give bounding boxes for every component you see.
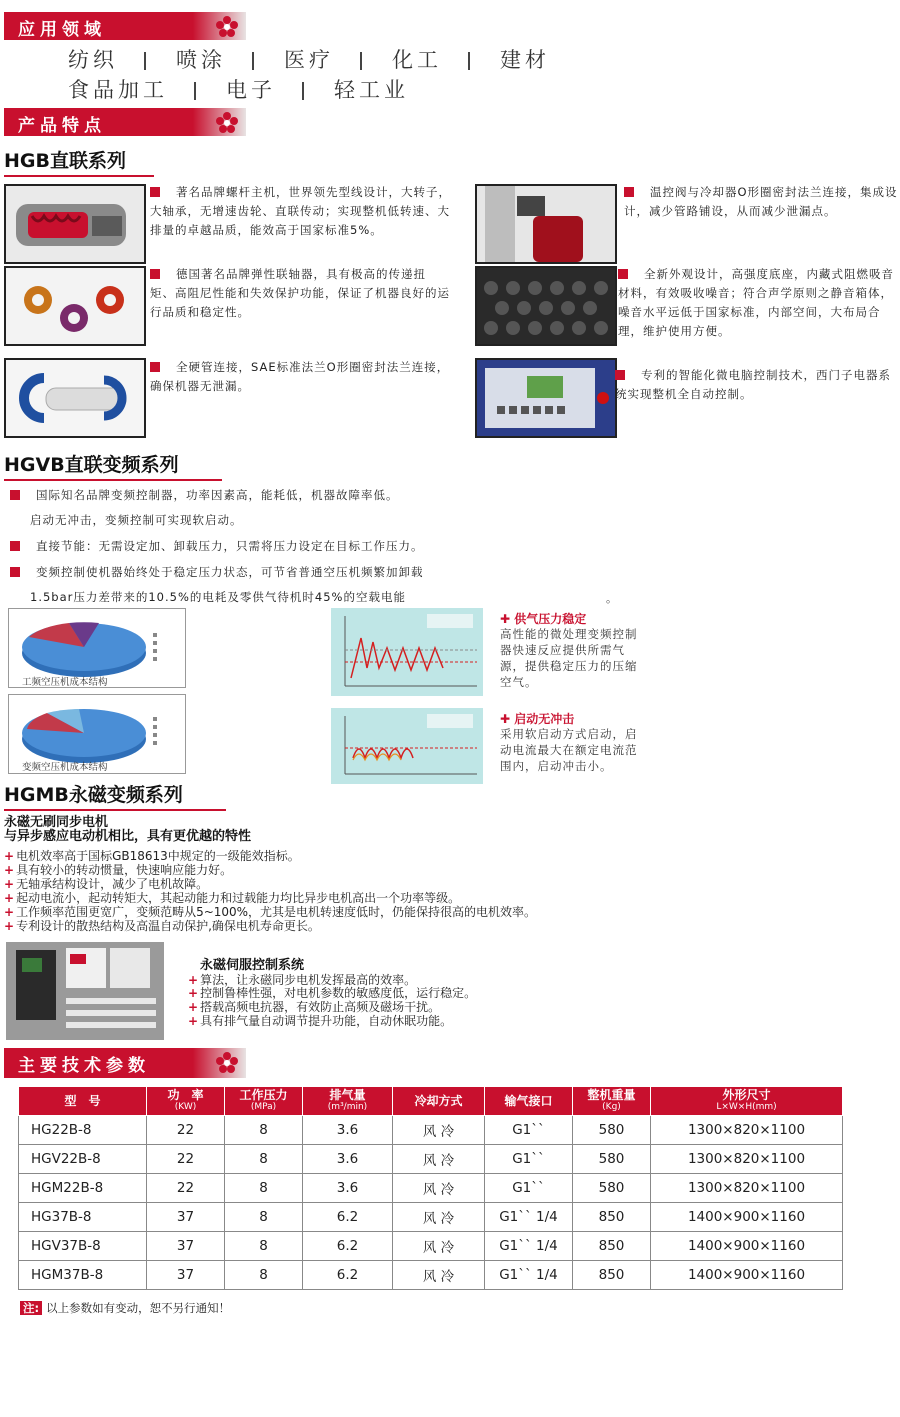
servo-item: + 搭载高频电抗器，有效防止高频及磁场干扰。 [188,1000,441,1014]
pipe-flange-image [4,358,146,438]
specs-heading: 主要技术参数 [18,1056,150,1076]
col-air-delivery: 排气量 (m³/min) [303,1087,393,1116]
spec-table [18,1086,843,1290]
applications-banner [4,12,246,40]
soft-start-title: ✚ 启动无冲击 [500,712,575,726]
flower-icon [214,1050,240,1074]
footnote [20,1300,230,1316]
hgvb-title: HGVB直联变频系列 [4,450,222,481]
application-item: 食品加工 [68,78,168,102]
soft-start-chart [331,708,483,784]
col-model: 型 号 [19,1087,147,1116]
col-weight: 整机重量 (Kg) [573,1087,651,1116]
table-row: HG37B-8 37 8 6.2 风 冷 G1`` 1/4 850 1400×900×1160 [19,1203,843,1232]
hgb-feature-2: 德国著名品牌弹性联轴器，具有极高的传递扭矩、高阻尼性能和失效保护功能，保证了机器良好的运行品质和稳定性。 [150,267,450,319]
hgb-feature-6: 专利的智能化微电脑控制技术，西门子电器系统实现整机全自动控制。 [615,368,891,401]
footnote-tag: 注: [20,1301,42,1315]
coupling-image [4,266,146,346]
applications-row-2 [68,74,409,104]
flower-icon [214,110,240,134]
screw-rotor-image [4,184,146,264]
table-row: HGV37B-8 37 8 6.2 风 冷 G1`` 1/4 850 1400×900×1160 [19,1232,843,1261]
application-item: 医疗 [284,48,334,72]
table-row: HG22B-8 22 8 3.6 风 冷 G1`` 580 1300×820×1100 [19,1116,843,1145]
hgmb-item: + 无轴承结构设计，减少了电机故障。 [4,877,209,891]
hgb-feature-5: 全新外观设计，高强度底座，内藏式阻燃吸音材料，有效吸收噪音；符合声学原则之静音箱体，噪音水平远低于国家标准，内部空间，大布局合理，维护使用方便。 [618,267,894,338]
hgvb-line-5-dot: 。 [606,592,617,605]
table-row: HGV22B-8 22 8 3.6 风 冷 G1`` 580 1300×820×1100 [19,1145,843,1174]
spec-table-header [19,1087,843,1116]
applications-heading: 应用领域 [18,20,106,40]
hgvb-line-1: 国际知名品牌变频控制器，功率因素高，能耗低，机器故障率低。 [10,487,399,503]
cooler-flange-image [475,184,617,264]
hgmb-item: + 具有较小的转动惯量，快速响应能力好。 [4,863,233,877]
hgb-title: HGB直联系列 [4,146,154,177]
applications-row-1 [68,44,550,74]
features-heading: 产品特点 [18,116,106,136]
hgmb-heading-1: 永磁无刷同步电机 [4,815,109,830]
pie-chart-variable-caption: 变频空压机成本结构 [22,762,108,773]
servo-title: 永磁伺服控制系统 [200,958,305,973]
control-panel-image [475,358,617,438]
application-item: 纺织 [68,48,118,72]
col-outlet: 输气接口 [485,1087,573,1116]
hgb-feature-1: 著名品牌螺杆主机，世界领先型线设计，大转子，大轴承，无增速齿轮、直联传动；实现整机低转速、大排量的卓越品质，能效高于国家标准5%。 [150,185,451,237]
hgmb-item: + 起动电流小，起动转矩大，其起动能力和过载能力均比异步电机高出一个功率等级。 [4,891,461,905]
application-item: 喷涂 [176,48,226,72]
application-item: 建材 [500,48,550,72]
hgmb-title: HGMB永磁变频系列 [4,780,226,811]
acoustic-foam-image [475,266,617,346]
servo-item: + 控制鲁棒性强，对电机参数的敏感度低，运行稳定。 [188,986,477,1000]
hgmb-heading-2: 与异步感应电动机相比，具有更优越的特性 [4,829,252,844]
pressure-wave-chart [331,608,483,696]
hgmb-item: + 专利设计的散热结构及高温自动保护,确保电机寿命更长。 [4,919,320,933]
pressure-stable-text: 高性能的微处理变频控制器快速反应提供所需气源，提供稳定压力的压缩空气。 [500,627,638,689]
pie-chart-fixed-caption: 工频空压机成本结构 [22,677,108,688]
pressure-stable-title: ✚ 供气压力稳定 [500,612,587,626]
col-dimensions: 外形尺寸 L×W×H(mm) [651,1087,843,1116]
footnote-text: 以上参数如有变动，恕不另行通知！ [46,1301,231,1315]
specs-banner [4,1048,246,1078]
hgvb-line-3: 直接节能：无需设定加、卸载压力，只需将压力设定在目标工作压力。 [10,538,424,554]
hgmb-item: + 电机效率高于国标GB18613中规定的一级能效指标。 [4,849,300,863]
servo-item: + 算法，让永磁同步电机发挥最高的效率。 [188,973,417,987]
table-row: HGM22B-8 22 8 3.6 风 冷 G1`` 580 1300×820×1100 [19,1174,843,1203]
col-power: 功 率 (KW) [147,1087,225,1116]
application-item: 轻工业 [334,78,409,102]
servo-item: + 具有排气量自动调节提升功能，自动休眠功能。 [188,1014,453,1028]
hgvb-line-2: 启动无冲击，变频控制可实现软启动。 [30,513,243,527]
application-item: 化工 [392,48,442,72]
hgb-feature-4: 温控阀与冷却器O形圈密封法兰连接，集成设计，减少管路铺设，从而减少泄漏点。 [624,185,898,218]
col-pressure: 工作压力 (MPa) [225,1087,303,1116]
hgmb-item: + 工作频率范围更宽广，变频范畴从5~100%，尤其是电机转速度低时，仍能保持很高的电机效率。 [4,905,537,919]
hgvb-line-5: 1.5bar压力差带来的10.5%的电耗及零供气待机时45%的空载电能 [30,590,406,604]
col-cooling: 冷却方式 [393,1087,485,1116]
table-row: HGM37B-8 37 8 6.2 风 冷 G1`` 1/4 850 1400×900×1160 [19,1261,843,1290]
features-banner [4,108,246,136]
application-item: 电子 [226,78,276,102]
hgb-feature-3: 全硬管连接，SAE标准法兰O形圈密封法兰连接，确保机器无泄漏。 [150,360,450,393]
flower-icon [214,14,240,38]
inverter-cabinet-image [6,942,164,1040]
soft-start-text: 采用软启动方式启动，启动电流最大在额定电流范围内，启动冲击小。 [500,727,638,773]
hgvb-line-4: 变频控制使机器始终处于稳定压力状态，可节省普通空压机频繁加卸载 [10,564,424,580]
